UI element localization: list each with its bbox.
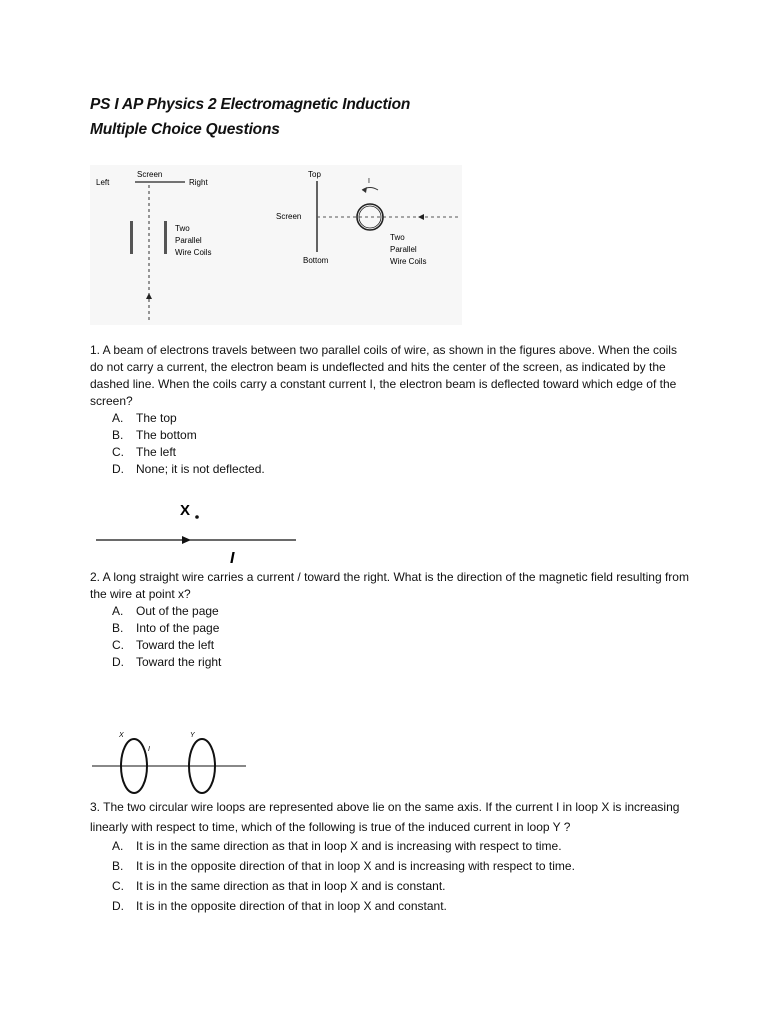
question-1-text: 1. A beam of electrons travels between two parallel coils of wire, as shown in the figures above. When the coils do not carry a current, the electron beam is undeflected and hits the center of the screen, as indicated by the dashed line. When the coils carry a constant current I, the electron beam is deflected toward which edge of the screen? xyxy=(90,343,677,408)
wire-current-label: I xyxy=(230,550,235,567)
option-3a[interactable]: A. It is in the same direction as that in loop X and is increasing with respect to time. xyxy=(112,839,562,853)
coils-diagram xyxy=(90,165,462,325)
label-screen-side: Screen xyxy=(276,212,302,221)
coils-side-line1: Two xyxy=(390,233,405,242)
wire-diagram xyxy=(90,495,300,567)
label-top: Top xyxy=(308,170,321,179)
document-title: PS I AP Physics 2 Electromagnetic Induction xyxy=(90,96,411,113)
current-label-fig1: I xyxy=(368,178,370,185)
option-3d[interactable]: D. It is in the opposite direction of that in loop X and constant. xyxy=(112,899,447,913)
figure-two-loops xyxy=(90,728,250,800)
label-right: Right xyxy=(189,178,208,187)
question-2-text: 2. A long straight wire carries a current / toward the right. What is the direction of the magnetic field resulting from the wire at point x? xyxy=(90,570,689,601)
option-1d[interactable]: D. None; it is not deflected. xyxy=(112,462,265,476)
loop-y-label: Y xyxy=(190,732,195,739)
coils-side-line2: Parallel xyxy=(390,245,417,254)
loop-current-label: I xyxy=(148,746,150,753)
option-1a[interactable]: A. The top xyxy=(112,411,177,425)
option-1b[interactable]: B. The bottom xyxy=(112,428,197,442)
wire-current-arrow xyxy=(182,536,191,544)
coils-label-line3: Wire Coils xyxy=(175,248,212,257)
option-1c[interactable]: C. The left xyxy=(112,445,177,459)
current-arrow-head xyxy=(362,187,367,193)
label-screen-top: Screen xyxy=(137,170,163,179)
option-3b[interactable]: B. It is in the opposite direction of that in loop X and is increasing with respect to time. xyxy=(112,859,575,873)
option-2d[interactable]: D. Toward the right xyxy=(112,655,222,669)
figure-coils-screen xyxy=(90,165,462,325)
label-left: Left xyxy=(96,178,110,187)
coils-side-line3: Wire Coils xyxy=(390,257,427,266)
point-x-label: X xyxy=(180,502,191,519)
figure-straight-wire xyxy=(90,495,300,567)
loops-diagram xyxy=(90,728,250,800)
coils-label-line1: Two xyxy=(175,224,190,233)
label-bottom: Bottom xyxy=(303,256,329,265)
point-x-dot xyxy=(195,515,199,519)
coils-label-line2: Parallel xyxy=(175,236,202,245)
option-2a[interactable]: A. Out of the page xyxy=(112,604,219,618)
question-1-options xyxy=(112,410,265,478)
question-2-options xyxy=(112,603,221,671)
beam-side-arrow xyxy=(418,214,424,220)
beam-arrow-head xyxy=(146,293,152,299)
loop-x-label: X xyxy=(119,732,124,739)
option-2b[interactable]: B. Into of the page xyxy=(112,621,220,635)
document-subtitle: Multiple Choice Questions xyxy=(90,121,280,138)
question-3-options xyxy=(112,836,575,916)
coil-right xyxy=(164,221,167,254)
coil-left xyxy=(130,221,133,254)
option-2c[interactable]: C. Toward the left xyxy=(112,638,215,652)
option-3c[interactable]: C. It is in the same direction as that in loop X and is constant. xyxy=(112,879,446,893)
question-3-text: 3. The two circular wire loops are represented above lie on the same axis. If the current I in loop X is increasing linearly with respect to time, which of the following is true of the induced current in loop Y ? xyxy=(90,800,680,834)
